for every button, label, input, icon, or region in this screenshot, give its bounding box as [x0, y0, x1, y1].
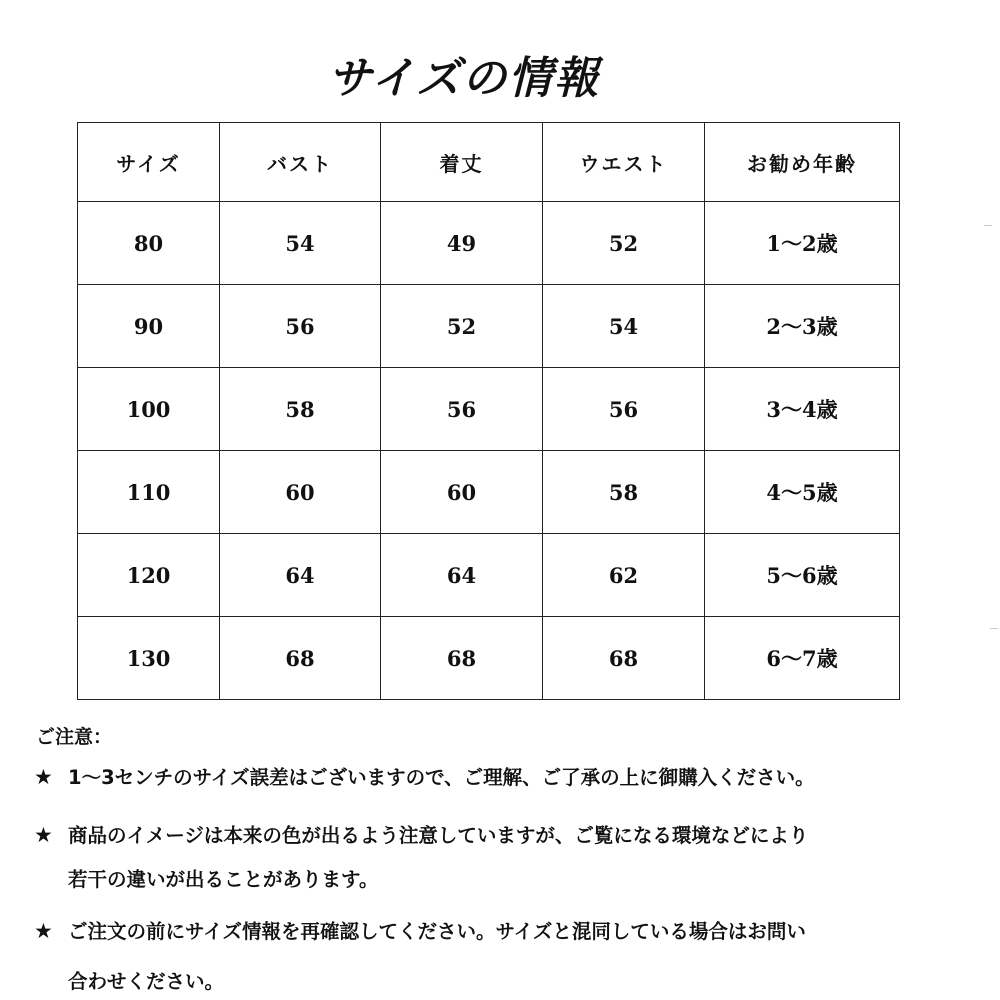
cell-waist: 58: [543, 451, 705, 534]
notes-heading: ご注意：: [36, 726, 113, 748]
cell-bust: 58: [220, 368, 381, 451]
cell-age: 5～6歳: [705, 534, 900, 617]
table-row: [78, 368, 900, 451]
cell-waist: 68: [543, 617, 705, 700]
note-text-continued: 若干の違いが出ることがあります。: [68, 868, 379, 891]
star-icon: ★: [34, 919, 53, 943]
cell-bust: 60: [220, 451, 381, 534]
cell-length: 49: [381, 202, 543, 285]
cell-size: 130: [78, 617, 220, 700]
table-row: [78, 285, 900, 368]
cell-bust: 68: [220, 617, 381, 700]
cell-size: 80: [78, 202, 220, 285]
cell-bust: 56: [220, 285, 381, 368]
note-item: [34, 820, 808, 848]
cell-age: 2～3歳: [705, 285, 900, 368]
table-row: [78, 451, 900, 534]
note-text: 1～3センチのサイズ誤差はございますので、ご理解、ご了承の上に御購入ください。: [68, 766, 815, 789]
note-item: [34, 916, 806, 944]
cell-waist: 52: [543, 202, 705, 285]
cell-waist: 62: [543, 534, 705, 617]
header-recommended-age: お勧め年齢: [705, 123, 900, 202]
header-length: 着丈: [381, 123, 543, 202]
cell-age: 4～5歳: [705, 451, 900, 534]
cell-length: 52: [381, 285, 543, 368]
cell-bust: 64: [220, 534, 381, 617]
cell-age: 1～2歳: [705, 202, 900, 285]
header-size: サイズ: [78, 123, 220, 202]
cell-size: 90: [78, 285, 220, 368]
edge-mark: [984, 225, 992, 226]
size-table: [77, 122, 900, 700]
note-text: ご注文の前にサイズ情報を再確認してください。サイズと混同している場合はお問い: [68, 920, 806, 943]
cell-length: 68: [381, 617, 543, 700]
cell-size: 100: [78, 368, 220, 451]
cell-length: 64: [381, 534, 543, 617]
cell-length: 60: [381, 451, 543, 534]
cell-size: 120: [78, 534, 220, 617]
cell-length: 56: [381, 368, 543, 451]
cell-waist: 56: [543, 368, 705, 451]
page-title: サイズの情報: [327, 53, 601, 104]
cell-size: 110: [78, 451, 220, 534]
header-waist: ウエスト: [543, 123, 705, 202]
table-row: [78, 534, 900, 617]
cell-bust: 54: [220, 202, 381, 285]
cell-age: 3～4歳: [705, 368, 900, 451]
cell-age: 6～7歳: [705, 617, 900, 700]
star-icon: ★: [34, 823, 53, 847]
table-header-row: [78, 123, 900, 202]
star-icon: ★: [34, 765, 53, 789]
edge-mark: [990, 628, 998, 629]
note-text: 商品のイメージは本来の色が出るよう注意していますが、ご覧になる環境などにより: [68, 824, 809, 847]
table-row: [78, 202, 900, 285]
cell-waist: 54: [543, 285, 705, 368]
table-row: [78, 617, 900, 700]
header-bust: バスト: [220, 123, 381, 202]
note-item: [34, 762, 815, 790]
note-text-continued: 合わせください。: [68, 970, 225, 993]
